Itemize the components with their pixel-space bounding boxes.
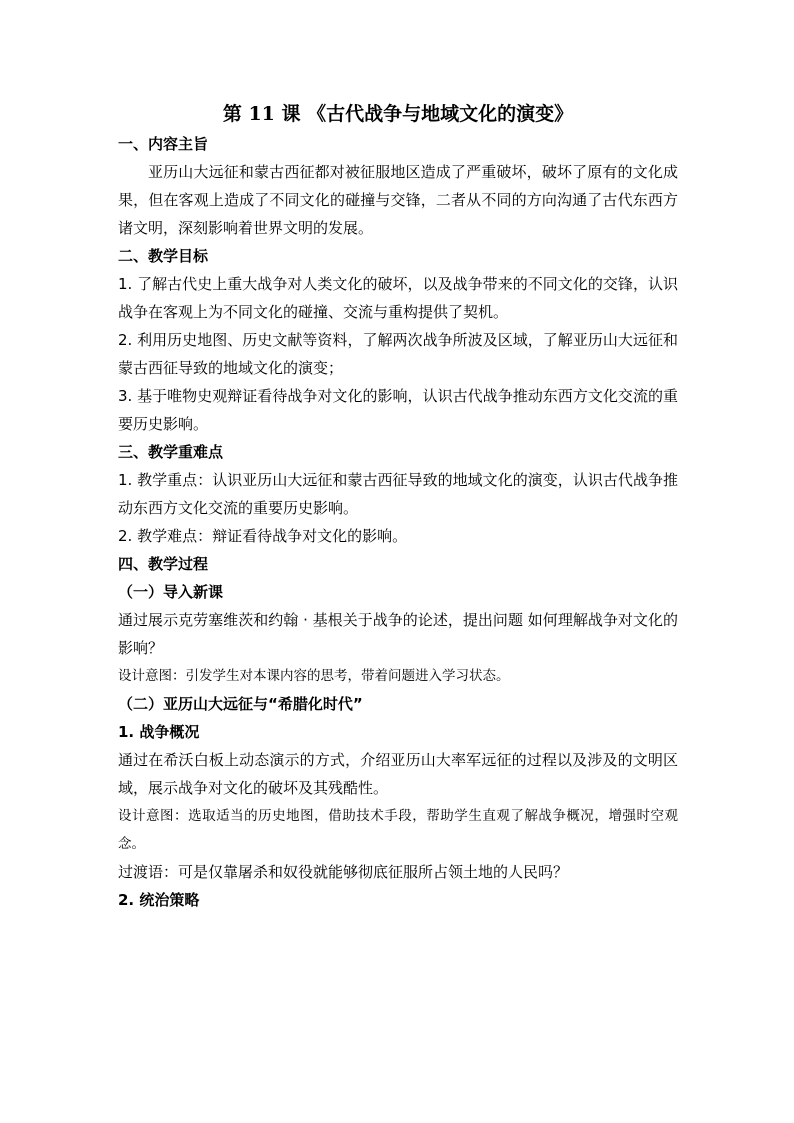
subsection-heading-introduction: （一）导入新课	[118, 583, 224, 601]
teaching-goal-item: 3. 基于唯物史观辩证看待战争对文化的影响，认识古代战争推动东西方文化交流的重要历史影响。	[118, 387, 678, 433]
item-heading-ruling-strategy: 2. 统治策略	[118, 891, 200, 909]
design-intent-note: 设计意图：选取适当的历史地图，借助技术手段，帮助学生直观了解战争概况，增强时空观念。	[118, 808, 678, 852]
section-heading-teaching-goals: 二、教学目标	[118, 247, 209, 265]
document-title: 第 11 课 《古代战争与地域文化的演变》	[222, 103, 574, 125]
section-heading-key-points: 三、教学重难点	[118, 443, 224, 461]
subsection-heading-alexander: （二）亚历山大远征与“希腊化时代”	[118, 695, 363, 713]
item-heading-war-overview: 1. 战争概况	[118, 723, 200, 741]
introduction-paragraph: 通过展示克劳塞维茨和约翰 · 基根关于战争的论述，提出问题 如何理解战争对文化的影响？	[118, 611, 678, 657]
section-heading-teaching-process: 四、教学过程	[118, 555, 209, 573]
section-heading-content-theme: 一、内容主旨	[118, 135, 209, 153]
transition-sentence: 过渡语：可是仅靠屠杀和奴役就能够彻底征服所占领土地的人民吗？	[118, 863, 569, 881]
design-intent-note: 设计意图：引发学生对本课内容的思考，带着问题进入学习状态。	[118, 668, 510, 684]
document-page	[118, 100, 678, 914]
key-point-item: 2. 教学难点：辩证看待战争对文化的影响。	[118, 527, 408, 545]
teaching-goal-item: 1. 了解古代史上重大战争对人类文化的破坏，以及战争带来的不同文化的交锋，认识战争在客观上为不同文化的碰撞、交流与重构提供了契机。	[118, 275, 678, 321]
key-point-item: 1. 教学重点：认识亚历山大远征和蒙古西征导致的地域文化的演变，认识古代战争推动东西方文化交流的重要历史影响。	[118, 471, 678, 517]
content-theme-paragraph: 亚历山大远征和蒙古西征都对被征服地区造成了严重破坏，破坏了原有的文化成果，但在客观上造成了不同文化的碰撞与交锋，二者从不同的方向沟通了古代东西方诸文明，深刻影响着世界文明的发展。	[118, 163, 678, 237]
teaching-goal-item: 2. 利用历史地图、历史文献等资料，了解两次战争所波及区域，了解亚历山大远征和蒙古西征导致的地域文化的演变；	[118, 331, 678, 377]
war-overview-paragraph: 通过在希沃白板上动态演示的方式，介绍亚历山大率军远征的过程以及涉及的文明区域，展示战争对文化的破坏及其残酷性。	[118, 751, 678, 797]
